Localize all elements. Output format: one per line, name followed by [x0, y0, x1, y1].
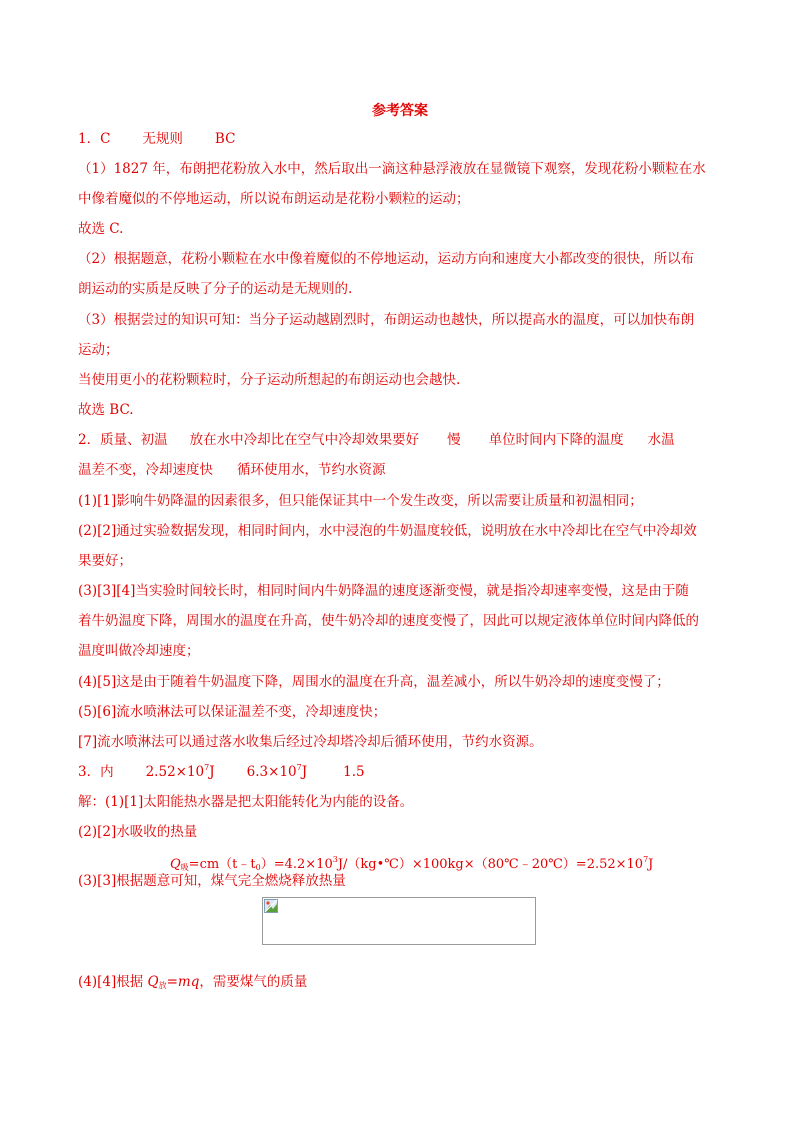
q2-s3b: 着牛奶温度下降，周围水的温度在升高，使牛奶冷却的速度变慢了，因此可以规定液体单位时间内降低的	[78, 613, 699, 629]
q2-answer-line	[78, 431, 728, 449]
q1-answer-3: BC	[214, 131, 236, 147]
q2-answer-6: 温差不变，冷却速度快	[78, 462, 213, 478]
q3-s1: 解：(1)[1]太阳能热水器是把太阳能转化为内能的设备。	[78, 794, 414, 810]
q2-answer-1: 2．质量、初温	[78, 432, 168, 448]
q1-p2a: （2）根据题意，花粉小颗粒在水中像着魔似的不停地运动，运动方向和速度大小都改变的很快，所以布	[78, 251, 695, 267]
q2-s3c: 温度叫做冷却速度；	[78, 643, 200, 659]
q2-s4: (4)[5]这是由于随着牛奶温度下降，周围水的温度在升高，温差减小，所以牛奶冷却的速度变慢了；	[78, 674, 670, 690]
q3-answer-4: 1.5	[343, 764, 365, 780]
q2-answer-2: 放在水中冷却比在空气中冷却效果要好	[189, 432, 420, 448]
q1-answer-1: 1．C	[78, 131, 111, 147]
q1-answer-line	[78, 130, 728, 148]
q3-answer-line	[78, 763, 728, 781]
q3-answer-2: $2.52\times 10^7J$	[145, 763, 215, 780]
q2-s5: (5)[6]流水喷淋法可以保证温差不变，冷却速度快；	[78, 704, 387, 720]
heat-formula: $Q_吸=cm(t﹣t_0)=4.2\times 10^3J/(kg•℃)\times 100kg\times(80℃﹣20℃)=2.52\times 10^7J$	[170, 855, 654, 872]
q1-p1b: 中像着魔似的不停地运动，所以说布朗运动是花粉小颗粒的运动；	[78, 191, 470, 207]
page-title: 参考答案	[372, 103, 428, 119]
q1-p3b: 运动；	[78, 342, 119, 358]
q1-p1c: 故选 C.	[78, 221, 124, 237]
q3-answer-1: 3．内	[78, 764, 114, 780]
q2-s2a: (2)[2]通过实验数据发现，相同时间内，水中浸泡的牛奶温度较低，说明放在水中冷却比在空气中冷却效	[78, 523, 697, 539]
q2-s1: (1)[1]影响牛奶降温的因素很多，但只能保证其中一个发生改变，所以需要让质量和初温相同；	[78, 493, 643, 509]
q1-p3d: 故选 BC.	[78, 402, 134, 418]
q1-p2b: 朗运动的实质是反映了分子的运动是无规则的.	[78, 281, 353, 297]
q3-answer-3: $6.3\times 10^7J$	[246, 763, 308, 780]
q3-s3: (3)[3]根据题意可知，煤气完全燃烧释放热量	[78, 873, 346, 889]
q2-answer-5: 水温	[647, 432, 675, 448]
missing-image-frame	[262, 897, 536, 945]
q2-s2b: 果要好；	[78, 553, 132, 569]
q2-answer-4: 单位时间内下降的温度	[488, 432, 624, 448]
q1-answer-2: 无规则	[142, 131, 183, 147]
q1-p1a: （1）1827 年，布朗把花粉放入水中，然后取出一滴这种悬浮液放在显微镜下观察，发现花粉小颗粒在水	[78, 161, 706, 177]
q2-answer-3: 慢	[447, 432, 461, 448]
q2-s3a: (3)[3][4]当实验时间较长时，相同时间内牛奶降温的速度逐渐变慢，就是指冷却速率变慢，这是由于随	[78, 583, 689, 599]
broken-image-icon	[264, 899, 278, 913]
q1-p3a: （3）根据尝过的知识可知：当分子运动越剧烈时，布朗运动也越快，所以提高水的温度，可以加快布朗	[78, 312, 695, 328]
q3-s4: (4)[4]根据 $Q_放=mq$，需要煤气的质量	[78, 974, 308, 990]
q3-s2: (2)[2]水吸收的热量	[78, 824, 198, 840]
q1-p3c: 当使用更小的花粉颗粒时，分子运动所想起的布朗运动也会越快.	[78, 372, 461, 388]
q2-s6: [7]流水喷淋法可以通过落水收集后经过冷却塔冷却后循环使用，节约水资源。	[78, 734, 543, 750]
q2-answer-7: 循环使用水，节约水资源	[237, 462, 386, 478]
q2-answer-line-2	[78, 461, 728, 479]
